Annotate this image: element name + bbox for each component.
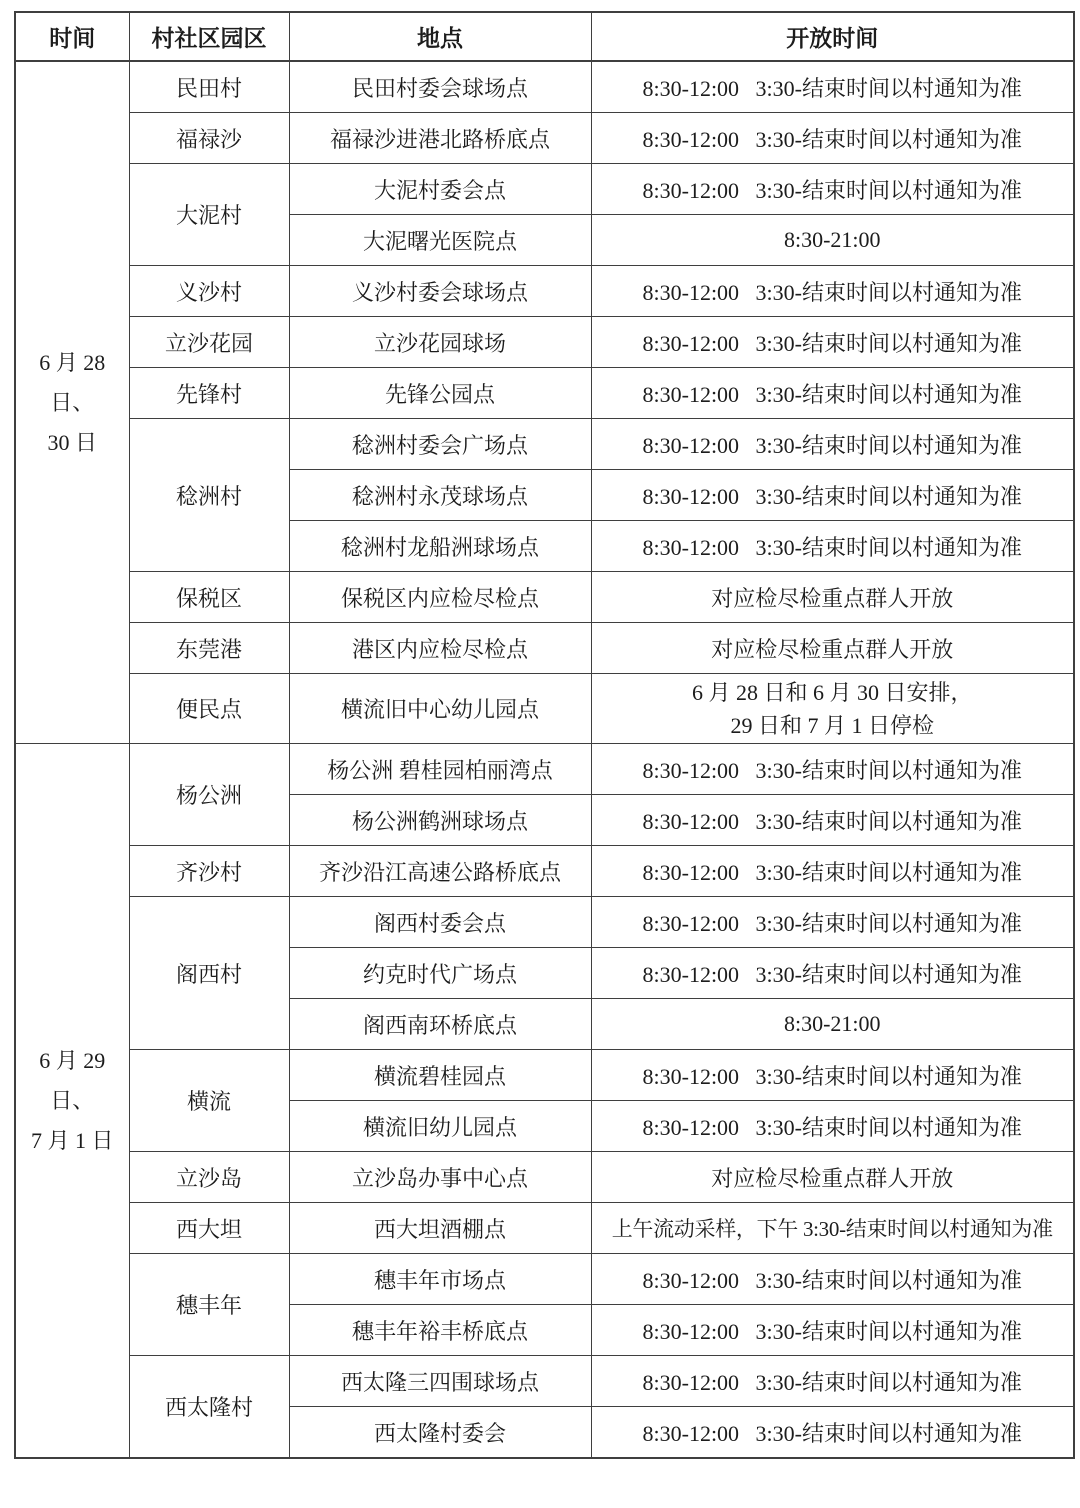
time-cell: [15, 61, 129, 744]
hours-cell: 8:30-12:00 3:30-结束时间以村通知为准: [591, 1101, 1074, 1152]
village-cell: 义沙村: [129, 266, 289, 317]
location-cell: 西太隆村委会: [289, 1407, 591, 1459]
hours-cell: 8:30-12:00 3:30-结束时间以村通知为准: [591, 113, 1074, 164]
location-cell: 稔洲村龙船洲球场点: [289, 521, 591, 572]
header-hours: 开放时间: [591, 12, 1074, 61]
hours-cell: 8:30-12:00 3:30-结束时间以村通知为准: [591, 795, 1074, 846]
location-cell: 横流旧幼儿园点: [289, 1101, 591, 1152]
village-cell: 横流: [129, 1050, 289, 1152]
hours-cell: 8:30-12:00 3:30-结束时间以村通知为准: [591, 948, 1074, 999]
hours-cell: 8:30-12:00 3:30-结束时间以村通知为准: [591, 317, 1074, 368]
location-cell: 稔洲村委会广场点: [289, 419, 591, 470]
table-row: [15, 164, 1074, 215]
hours-cell: 对应检尽检重点群人开放: [591, 1152, 1074, 1203]
time-line-2: 7 月 1 日: [30, 1127, 114, 1153]
location-cell: 大泥村委会点: [289, 164, 591, 215]
table-row: [15, 419, 1074, 470]
time-line-2: 30 日: [47, 429, 97, 455]
village-cell: 稔洲村: [129, 419, 289, 572]
table-row: [15, 623, 1074, 674]
location-cell: 约克时代广场点: [289, 948, 591, 999]
location-cell: 穗丰年市场点: [289, 1254, 591, 1305]
village-cell: 齐沙村: [129, 846, 289, 897]
time-line-1: 6 月 28 日、: [39, 349, 111, 415]
hours-cell: 8:30-12:00 3:30-结束时间以村通知为准: [591, 1407, 1074, 1459]
hours-line-2: 29 日和 7 月 1 日停检: [730, 712, 934, 738]
village-cell: 穗丰年: [129, 1254, 289, 1356]
hours-cell: 8:30-12:00 3:30-结束时间以村通知为准: [591, 846, 1074, 897]
table-row: [15, 1152, 1074, 1203]
hours-cell: 8:30-12:00 3:30-结束时间以村通知为准: [591, 897, 1074, 948]
table-row: [15, 572, 1074, 623]
table-row: [15, 317, 1074, 368]
time-cell: [15, 744, 129, 1459]
location-cell: 先锋公园点: [289, 368, 591, 419]
village-cell: 西大坦: [129, 1203, 289, 1254]
hours-cell: 8:30-12:00 3:30-结束时间以村通知为准: [591, 1050, 1074, 1101]
location-cell: 福禄沙进港北路桥底点: [289, 113, 591, 164]
hours-cell: 8:30-12:00 3:30-结束时间以村通知为准: [591, 266, 1074, 317]
header-time: 时间: [15, 12, 129, 61]
table-row: [15, 897, 1074, 948]
hours-cell: 8:30-12:00 3:30-结束时间以村通知为准: [591, 1305, 1074, 1356]
village-cell: 保税区: [129, 572, 289, 623]
village-cell: 东莞港: [129, 623, 289, 674]
table-row: [15, 744, 1074, 795]
hours-cell: 上午流动采样，下午 3:30-结束时间以村通知为准: [591, 1203, 1074, 1254]
table-row: [15, 1254, 1074, 1305]
village-cell: 阁西村: [129, 897, 289, 1050]
village-cell: 福禄沙: [129, 113, 289, 164]
village-cell: 民田村: [129, 61, 289, 113]
hours-cell: 对应检尽检重点群人开放: [591, 623, 1074, 674]
location-cell: 穗丰年裕丰桥底点: [289, 1305, 591, 1356]
hours-cell: 8:30-12:00 3:30-结束时间以村通知为准: [591, 744, 1074, 795]
hours-cell: 8:30-12:00 3:30-结束时间以村通知为准: [591, 470, 1074, 521]
testing-schedule-table: [14, 11, 1075, 1459]
table-row: [15, 846, 1074, 897]
hours-cell: 8:30-12:00 3:30-结束时间以村通知为准: [591, 164, 1074, 215]
location-cell: 立沙岛办事中心点: [289, 1152, 591, 1203]
location-cell: 杨公洲鹤洲球场点: [289, 795, 591, 846]
hours-cell: 8:30-12:00 3:30-结束时间以村通知为准: [591, 61, 1074, 113]
location-cell: 大泥曙光医院点: [289, 215, 591, 266]
hours-cell: 8:30-12:00 3:30-结束时间以村通知为准: [591, 368, 1074, 419]
hours-cell: 8:30-12:00 3:30-结束时间以村通知为准: [591, 521, 1074, 572]
location-cell: 港区内应检尽检点: [289, 623, 591, 674]
header-location: 地点: [289, 12, 591, 61]
location-cell: 西太隆三四围球场点: [289, 1356, 591, 1407]
table-row: [15, 674, 1074, 744]
header-row: [15, 12, 1074, 61]
hours-cell: 对应检尽检重点群人开放: [591, 572, 1074, 623]
table-row: [15, 61, 1074, 113]
hours-cell: 8:30-12:00 3:30-结束时间以村通知为准: [591, 419, 1074, 470]
hours-cell: 8:30-21:00: [591, 215, 1074, 266]
village-cell: 杨公洲: [129, 744, 289, 846]
village-cell: 便民点: [129, 674, 289, 744]
location-cell: 义沙村委会球场点: [289, 266, 591, 317]
village-cell: 大泥村: [129, 164, 289, 266]
table-row: [15, 1356, 1074, 1407]
location-cell: 阁西南环桥底点: [289, 999, 591, 1050]
village-cell: 西太隆村: [129, 1356, 289, 1459]
location-cell: 齐沙沿江高速公路桥底点: [289, 846, 591, 897]
location-cell: 西大坦酒棚点: [289, 1203, 591, 1254]
hours-cell: 8:30-12:00 3:30-结束时间以村通知为准: [591, 1356, 1074, 1407]
hours-line-1: 6 月 28 日和 6 月 30 日安排，: [691, 679, 973, 705]
village-cell: 立沙花园: [129, 317, 289, 368]
header-village: 村社区园区: [129, 12, 289, 61]
location-cell: 稔洲村永茂球场点: [289, 470, 591, 521]
location-cell: 民田村委会球场点: [289, 61, 591, 113]
hours-cell: [591, 674, 1074, 744]
location-cell: 立沙花园球场: [289, 317, 591, 368]
hours-cell: 8:30-21:00: [591, 999, 1074, 1050]
location-cell: 横流旧中心幼儿园点: [289, 674, 591, 744]
location-cell: 阁西村委会点: [289, 897, 591, 948]
table-row: [15, 113, 1074, 164]
table-row: [15, 266, 1074, 317]
location-cell: 横流碧桂园点: [289, 1050, 591, 1101]
location-cell: 保税区内应检尽检点: [289, 572, 591, 623]
village-cell: 先锋村: [129, 368, 289, 419]
table-row: [15, 1050, 1074, 1101]
village-cell: 立沙岛: [129, 1152, 289, 1203]
location-cell: 杨公洲 碧桂园柏丽湾点: [289, 744, 591, 795]
time-line-1: 6 月 29 日、: [39, 1047, 111, 1113]
hours-cell: 8:30-12:00 3:30-结束时间以村通知为准: [591, 1254, 1074, 1305]
table-row: [15, 1203, 1074, 1254]
table-row: [15, 368, 1074, 419]
